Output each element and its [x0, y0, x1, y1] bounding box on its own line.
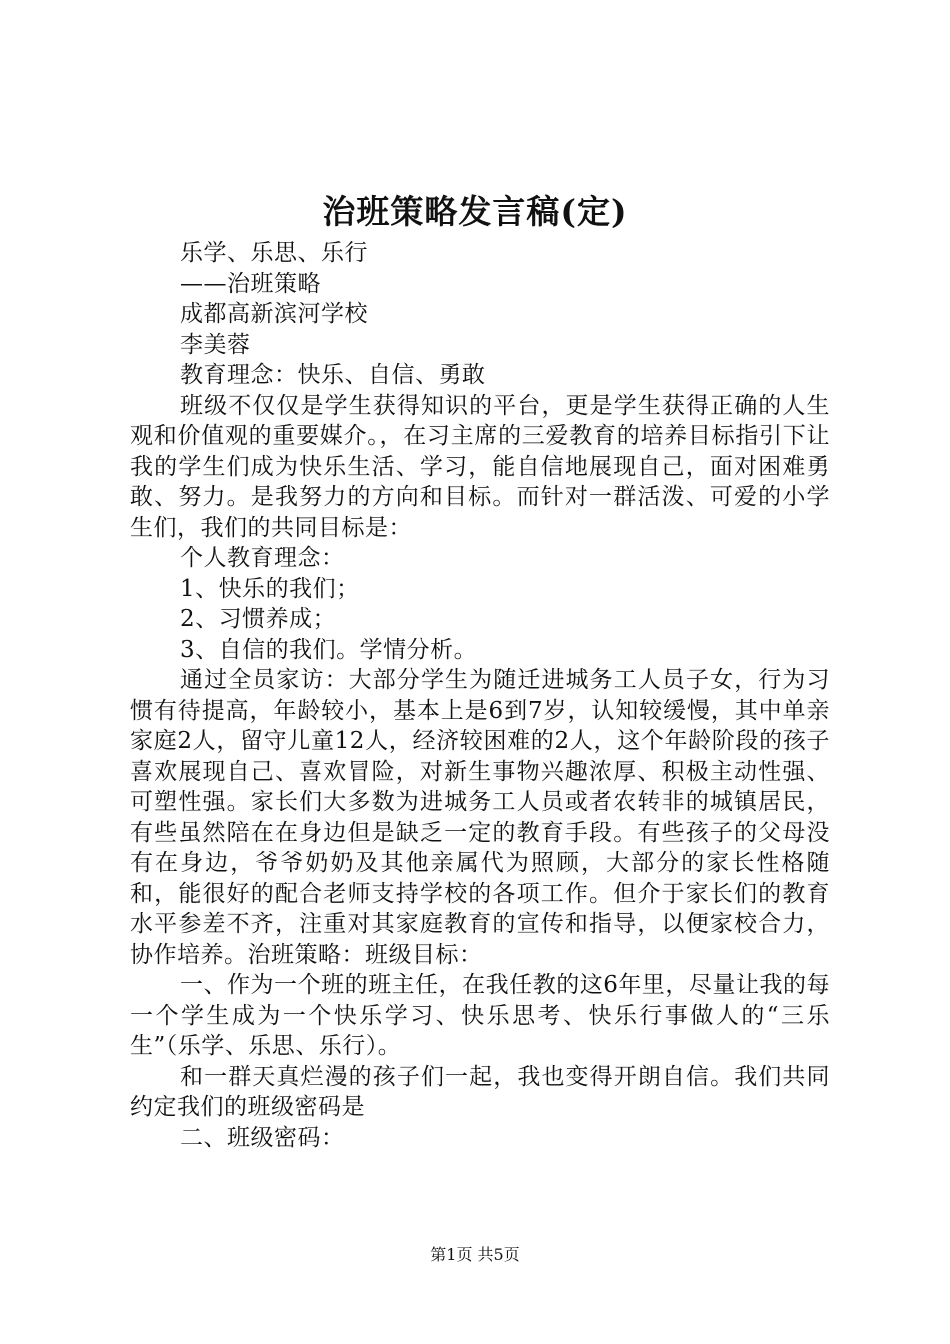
paragraph-subtitle: 乐学、乐思、乐行: [180, 240, 368, 266]
paragraph-item-3: 3、自信的我们。学情分析。: [180, 636, 478, 663]
paragraph-school: 成都高新滨河学校: [180, 301, 368, 327]
paragraph-strategy: ——治班策略: [180, 270, 321, 297]
paragraph-item-2: 2、习惯养成；: [180, 606, 337, 632]
paragraph-class-code: 二、班级密码：: [180, 1124, 345, 1151]
document-body: [130, 238, 830, 1153]
paragraph-philosophy: 教育理念：快乐、自信、勇敢: [180, 362, 486, 388]
paragraph-together: 和一群天真烂漫的孩子们一起，我也变得开朗自信。我们共同约定我们的班级密码是: [130, 1063, 830, 1120]
document-title: 治班策略发言稿(定): [322, 192, 628, 231]
paragraph-class-intro: 班级不仅仅是学生获得知识的平台，更是学生获得正确的人生观和价值观的重要媒介。，在习主席的三爱教育的培养目标指引下让我的学生们成为快乐生活、学习，能自信地展现自己，面对困难勇敢、努力。是我努力的方向和目标。而针对一群活泼、可爱的小学生们，我们的共同目标是：: [130, 392, 830, 541]
page-footer: 第1页 共5页: [430, 1245, 520, 1264]
paragraph-analysis: 通过全员家访：大部分学生为随迁进城务工人员子女，行为习惯有待提高，年龄较小，基本上是6到7岁，认知较缓慢，其中单亲家庭2人，留守儿童12人，经济较困难的2人，这个年龄阶段的孩子喜欢展现自己、喜欢冒险，对新生事物兴趣浓厚、积极主动性强、可塑性强。家长们大多数为进城务工人员或者农转非的城镇居民，有些虽然陪在在身边但是缺乏一定的教育手段。有些孩子的父母没有在身边，爷爷奶奶及其他亲属代为照顾，大部分的家长性格随和，能很好的配合老师支持学校的各项工作。但介于家长们的教育水平参差不齐，注重对其家庭教育的宣传和指导，以便家校合力，协作培养。治班策略：班级目标：: [130, 667, 830, 968]
paragraph-author: 李美蓉: [180, 331, 251, 358]
paragraph-goal-1: 一、作为一个班的班主任，在我任教的这6年里，尽量让我的每一个学生成为一个快乐学习、快乐思考、快乐行事做人的“三乐生”（乐学、乐思、乐行）。: [130, 972, 830, 1059]
paragraph-personal-philosophy: 个人教育理念：: [180, 545, 345, 571]
paragraph-item-1: 1、快乐的我们；: [180, 575, 360, 602]
